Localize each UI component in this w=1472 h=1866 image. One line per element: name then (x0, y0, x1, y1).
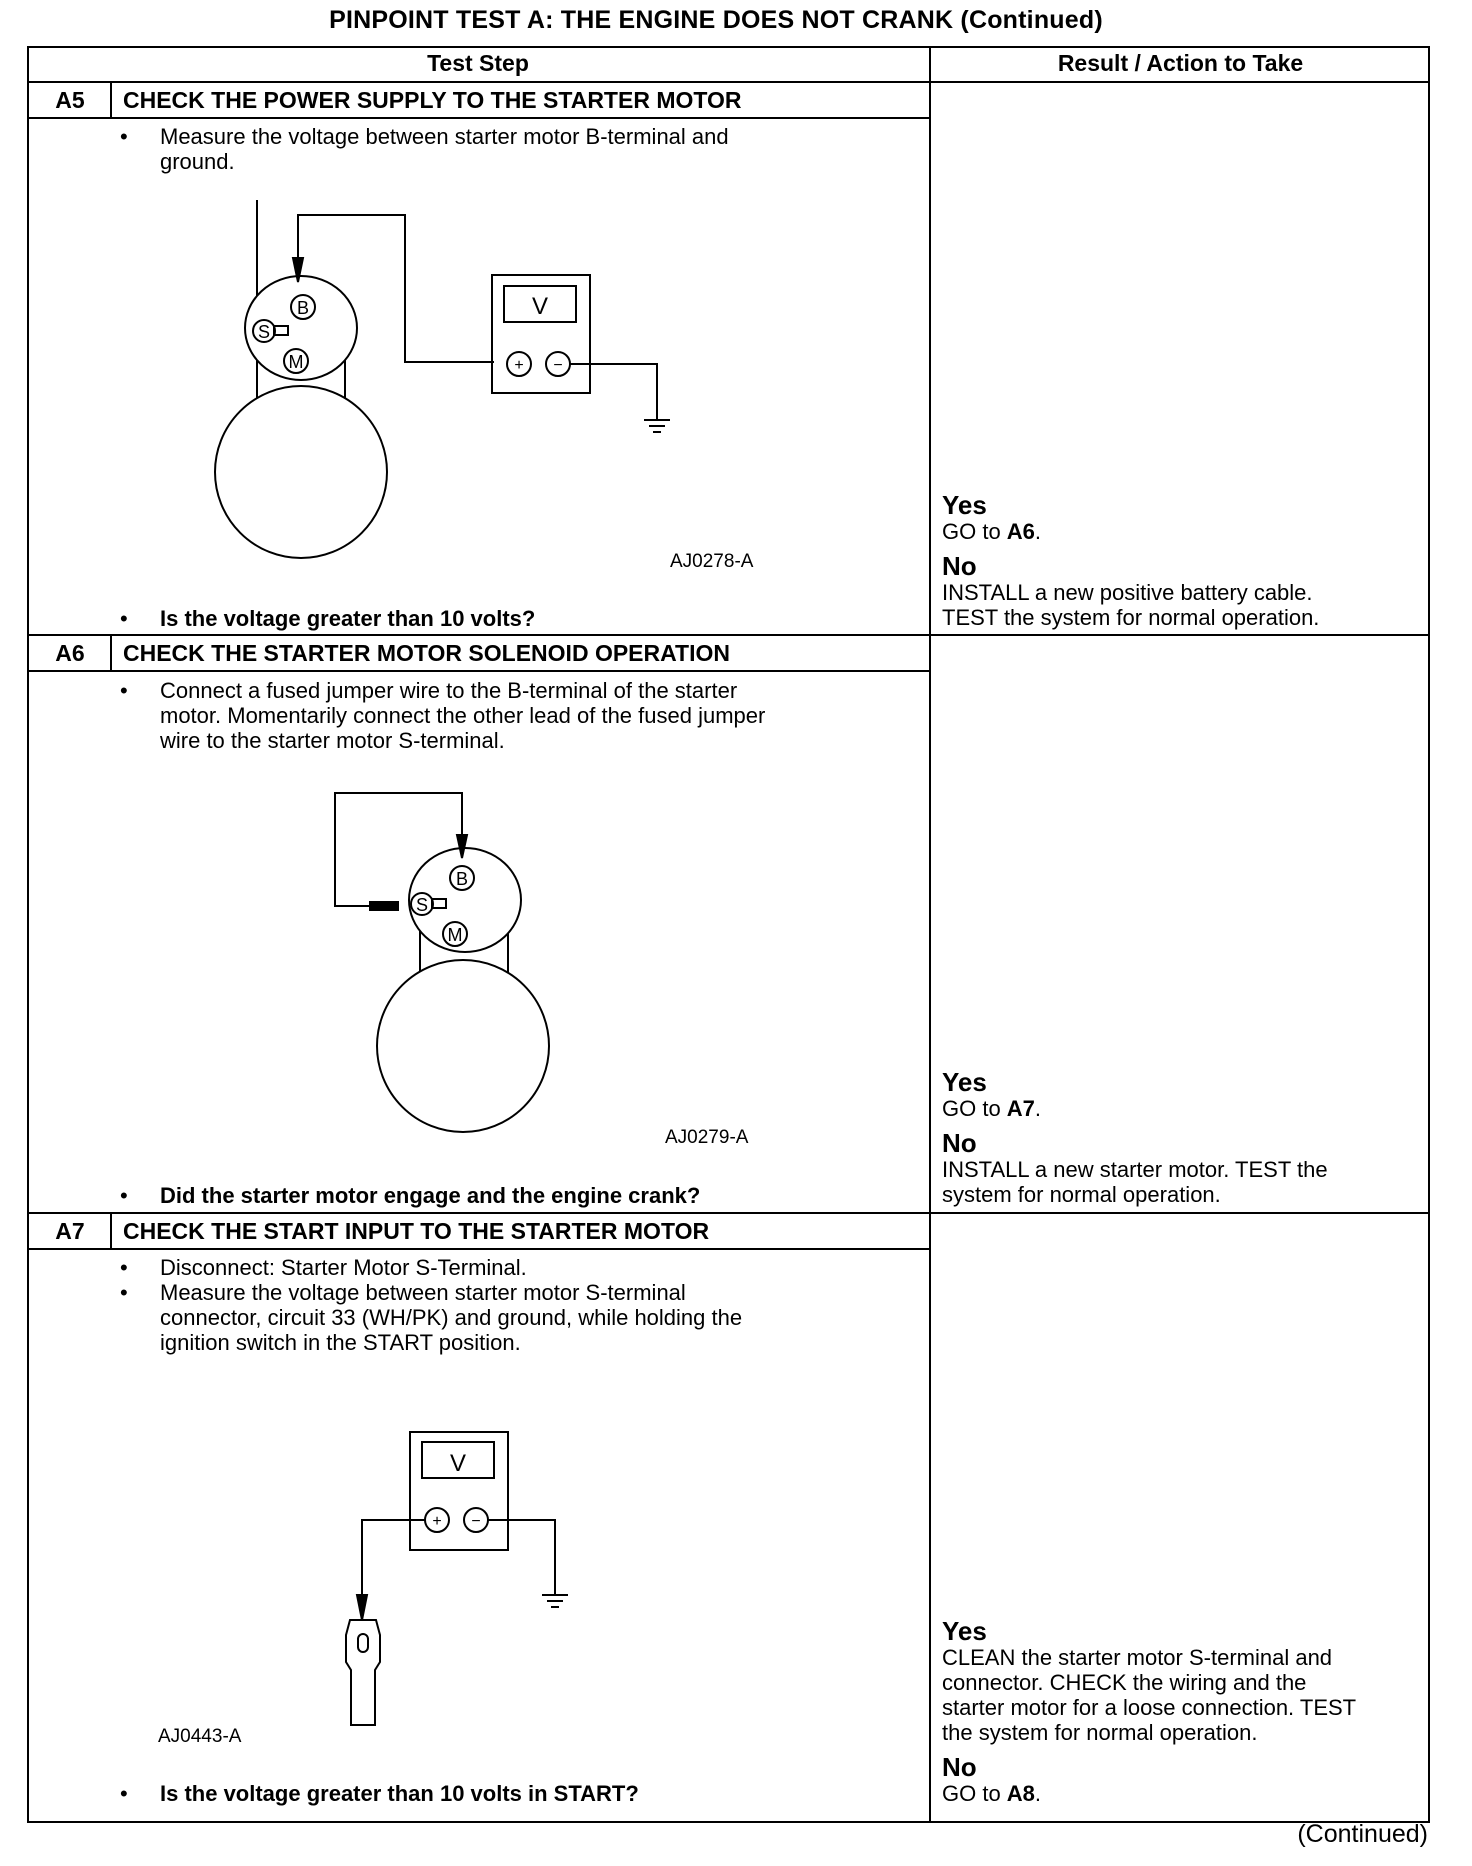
yes-label-a5: Yes (942, 490, 987, 520)
bullet: • (120, 606, 128, 631)
bullet: • (120, 124, 128, 149)
figure-code-a6: AJ0279-A (665, 1127, 749, 1148)
instruction-a7-1: Disconnect: Starter Motor S-Terminal. (160, 1255, 527, 1280)
probe-wire (362, 1520, 425, 1595)
no-target-a7: A8 (1006, 1781, 1035, 1806)
step-id-a5: A5 (55, 87, 85, 113)
jumper-clip-s (370, 902, 398, 910)
header-divider (27, 81, 1430, 83)
no-action-a7: GO to A8. (942, 1781, 1042, 1806)
meter-label: V (449, 1450, 467, 1477)
continued-note: (Continued) (1297, 1820, 1428, 1848)
a5-voltage-diagram (200, 200, 680, 570)
minus-label: − (553, 357, 563, 374)
minus-label: − (471, 1513, 481, 1530)
ground-wire (488, 1520, 555, 1595)
no-action-a5: INSTALL a new positive battery cable. TEST the system for normal operation. (942, 580, 1320, 630)
question-a5: Is the voltage greater than 10 volts? (160, 606, 536, 631)
a6-row-divider (27, 1212, 1430, 1214)
step-id-a7: A7 (55, 1218, 85, 1244)
label-s: S (257, 322, 271, 342)
label-s: S (415, 895, 429, 915)
label-b: B (296, 298, 310, 318)
label-m: M (447, 925, 463, 945)
page-title: PINPOINT TEST A: THE ENGINE DOES NOT CRANK (Continued) (329, 6, 1103, 34)
yes-label-a6: Yes (942, 1067, 987, 1097)
instruction-a7-2: Measure the voltage between starter motor S-terminal connector, circuit 33 (WH/PK) and ground, while holding the ignition switch in the START position. (160, 1280, 743, 1355)
a6-title-divider (27, 670, 929, 672)
plus-label: + (432, 1513, 442, 1530)
instruction-a6: Connect a fused jumper wire to the B-terminal of the starter motor. Momentarily connect the other lead of the fused jumper wire to the starter motor S-terminal. (160, 678, 766, 753)
a5-title-divider (27, 117, 929, 119)
meter-label: V (531, 293, 549, 320)
step-title-a5: CHECK THE POWER SUPPLY TO THE STARTER MOTOR (123, 87, 742, 113)
question-a6: Did the starter motor engage and the engine crank? (160, 1183, 701, 1208)
column-divider (929, 46, 931, 1823)
motor-body (377, 960, 549, 1132)
bullet: • (120, 1255, 128, 1280)
yes-target-a6: A7 (1006, 1096, 1035, 1121)
figure-code-a5: AJ0278-A (670, 551, 754, 572)
a7-voltage-diagram (330, 1420, 590, 1740)
label-m: M (288, 352, 304, 372)
a6-jumper-diagram (330, 790, 590, 1140)
header-test-step: Test Step (427, 50, 529, 76)
no-label-a5: No (942, 551, 977, 581)
yes-target-a5: A6 (1006, 519, 1035, 544)
motor-body (215, 386, 387, 558)
figure-code-a7: AJ0443-A (158, 1726, 242, 1747)
bullet: • (120, 678, 128, 703)
step-title-a7: CHECK THE START INPUT TO THE STARTER MOTOR (123, 1218, 710, 1244)
bullet: • (120, 1280, 128, 1305)
yes-action-a6: GO to A7. (942, 1096, 1042, 1121)
probe-arrow (357, 1595, 367, 1620)
question-a7: Is the voltage greater than 10 volts in START? (160, 1781, 639, 1806)
bullet: • (120, 1183, 128, 1208)
plus-label: + (514, 357, 524, 374)
no-label-a6: No (942, 1128, 977, 1158)
instruction-a5: Measure the voltage between starter motor B-terminal and ground. (160, 124, 729, 174)
bullet: • (120, 1781, 128, 1806)
no-label-a7: No (942, 1752, 977, 1782)
step-title-a6: CHECK THE STARTER MOTOR SOLENOID OPERATION (123, 640, 730, 666)
yes-action-a5: GO to A6. (942, 519, 1042, 544)
step-id-a6: A6 (55, 640, 85, 666)
a5-row-divider (27, 634, 1430, 636)
yes-action-a7: CLEAN the starter motor S-terminal and connector. CHECK the wiring and the starter motor for a loose connection. TEST the system for normal operation. (942, 1645, 1357, 1745)
a7-title-divider (27, 1248, 929, 1250)
yes-label-a7: Yes (942, 1616, 987, 1646)
header-result: Result / Action to Take (1057, 50, 1304, 76)
s-terminal-connector (346, 1620, 380, 1725)
no-action-a6: INSTALL a new starter motor. TEST the system for normal operation. (942, 1157, 1328, 1207)
label-b: B (455, 869, 469, 889)
